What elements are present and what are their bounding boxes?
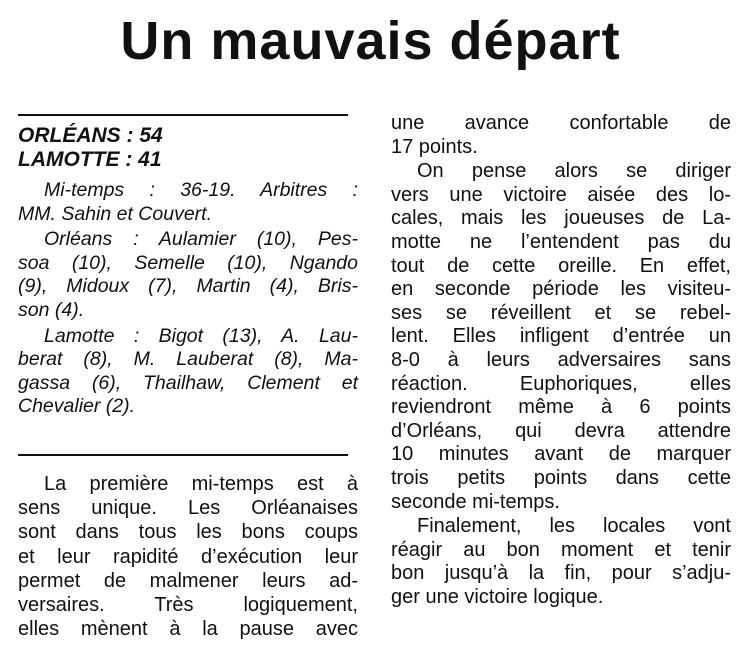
article-line: elles mènent à la pause avec xyxy=(18,618,358,641)
article-line: permet de malmener leurs ad- xyxy=(18,569,358,592)
article-right-column xyxy=(391,112,731,609)
info-line: berat (8), M. Lauberat (8), Ma- xyxy=(18,348,358,371)
article-line: en seconde période les visiteu- xyxy=(391,278,731,301)
section-divider-top xyxy=(18,114,348,116)
headline: Un mauvais départ xyxy=(120,11,621,71)
info-line: son (4). xyxy=(18,298,85,321)
article-line: d’Orléans, qui devra attendre xyxy=(391,419,731,442)
score-home: ORLÉANS : 54 xyxy=(18,124,163,147)
article-line: 10 minutes avant de marquer xyxy=(391,443,731,466)
article-line: réaction. Euphoriques, elles xyxy=(391,372,731,395)
info-line: Mi-temps : 36-19. Arbitres : xyxy=(44,179,358,201)
halftime-info xyxy=(18,179,358,226)
article-line: On pense alors se diriger xyxy=(417,160,731,183)
article-line: ses se réveillent et se rebel- xyxy=(391,301,731,324)
article-line: réagir au bon moment et tenir xyxy=(391,538,731,561)
article-paragraph-1 xyxy=(18,472,358,641)
article-line: seconde mi-temps. xyxy=(391,490,560,513)
article-line: et leur rapidité d’exécution leur xyxy=(18,545,358,568)
info-line: soa (10), Semelle (10), Ngando xyxy=(18,251,358,274)
article-line: motte ne l’entendent pas du xyxy=(391,230,731,253)
article-line: 17 points. xyxy=(391,135,478,158)
orleans-lineup xyxy=(18,228,358,322)
info-line: gassa (6), Thailhaw, Clement et xyxy=(18,371,358,394)
article-line: La première mi-temps est à xyxy=(44,473,358,495)
article-line: bon jusqu’à la fin, pour s’adju- xyxy=(391,562,731,585)
article-line: une avance confortable de xyxy=(391,112,731,134)
article-line: versaires. Très logiquement, xyxy=(18,594,358,617)
article-continuation xyxy=(391,112,731,159)
info-line: Chevalier (2). xyxy=(18,395,136,418)
info-line: MM. Sahin et Couvert. xyxy=(18,202,212,225)
lamotte-lineup xyxy=(18,325,358,419)
article-line: ger une victoire logique. xyxy=(391,585,604,608)
article-line: vers une victoire aisée des lo- xyxy=(391,183,731,206)
article-line: sont dans tous les bons coups xyxy=(18,521,358,544)
info-line: Lamotte : Bigot (13), A. Lau- xyxy=(44,324,358,347)
article-line: tout de cette oreille. En effet, xyxy=(391,254,731,277)
info-line: Orléans : Aulamier (10), Pes- xyxy=(44,228,358,251)
article-paragraph-2 xyxy=(391,160,731,514)
article-line: sens unique. Les Orléanaises xyxy=(18,497,358,520)
article-line: cales, mais les joueuses de La- xyxy=(391,207,731,230)
article-line: lent. Elles infligent d’entrée un xyxy=(391,325,731,348)
section-divider-mid xyxy=(18,454,348,456)
info-line: (9), Midoux (7), Martin (4), Bris- xyxy=(18,275,358,298)
article-line: 8-0 à leurs adversaires sans xyxy=(391,348,731,371)
article-paragraph-3 xyxy=(391,515,731,609)
article-line: trois petits points dans cette xyxy=(391,466,731,489)
article-line: Finalement, les locales vont xyxy=(417,515,731,538)
score-away: LAMOTTE : 41 xyxy=(18,148,162,171)
match-info-box xyxy=(18,124,358,419)
article-line: reviendront même à 6 points xyxy=(391,396,731,419)
